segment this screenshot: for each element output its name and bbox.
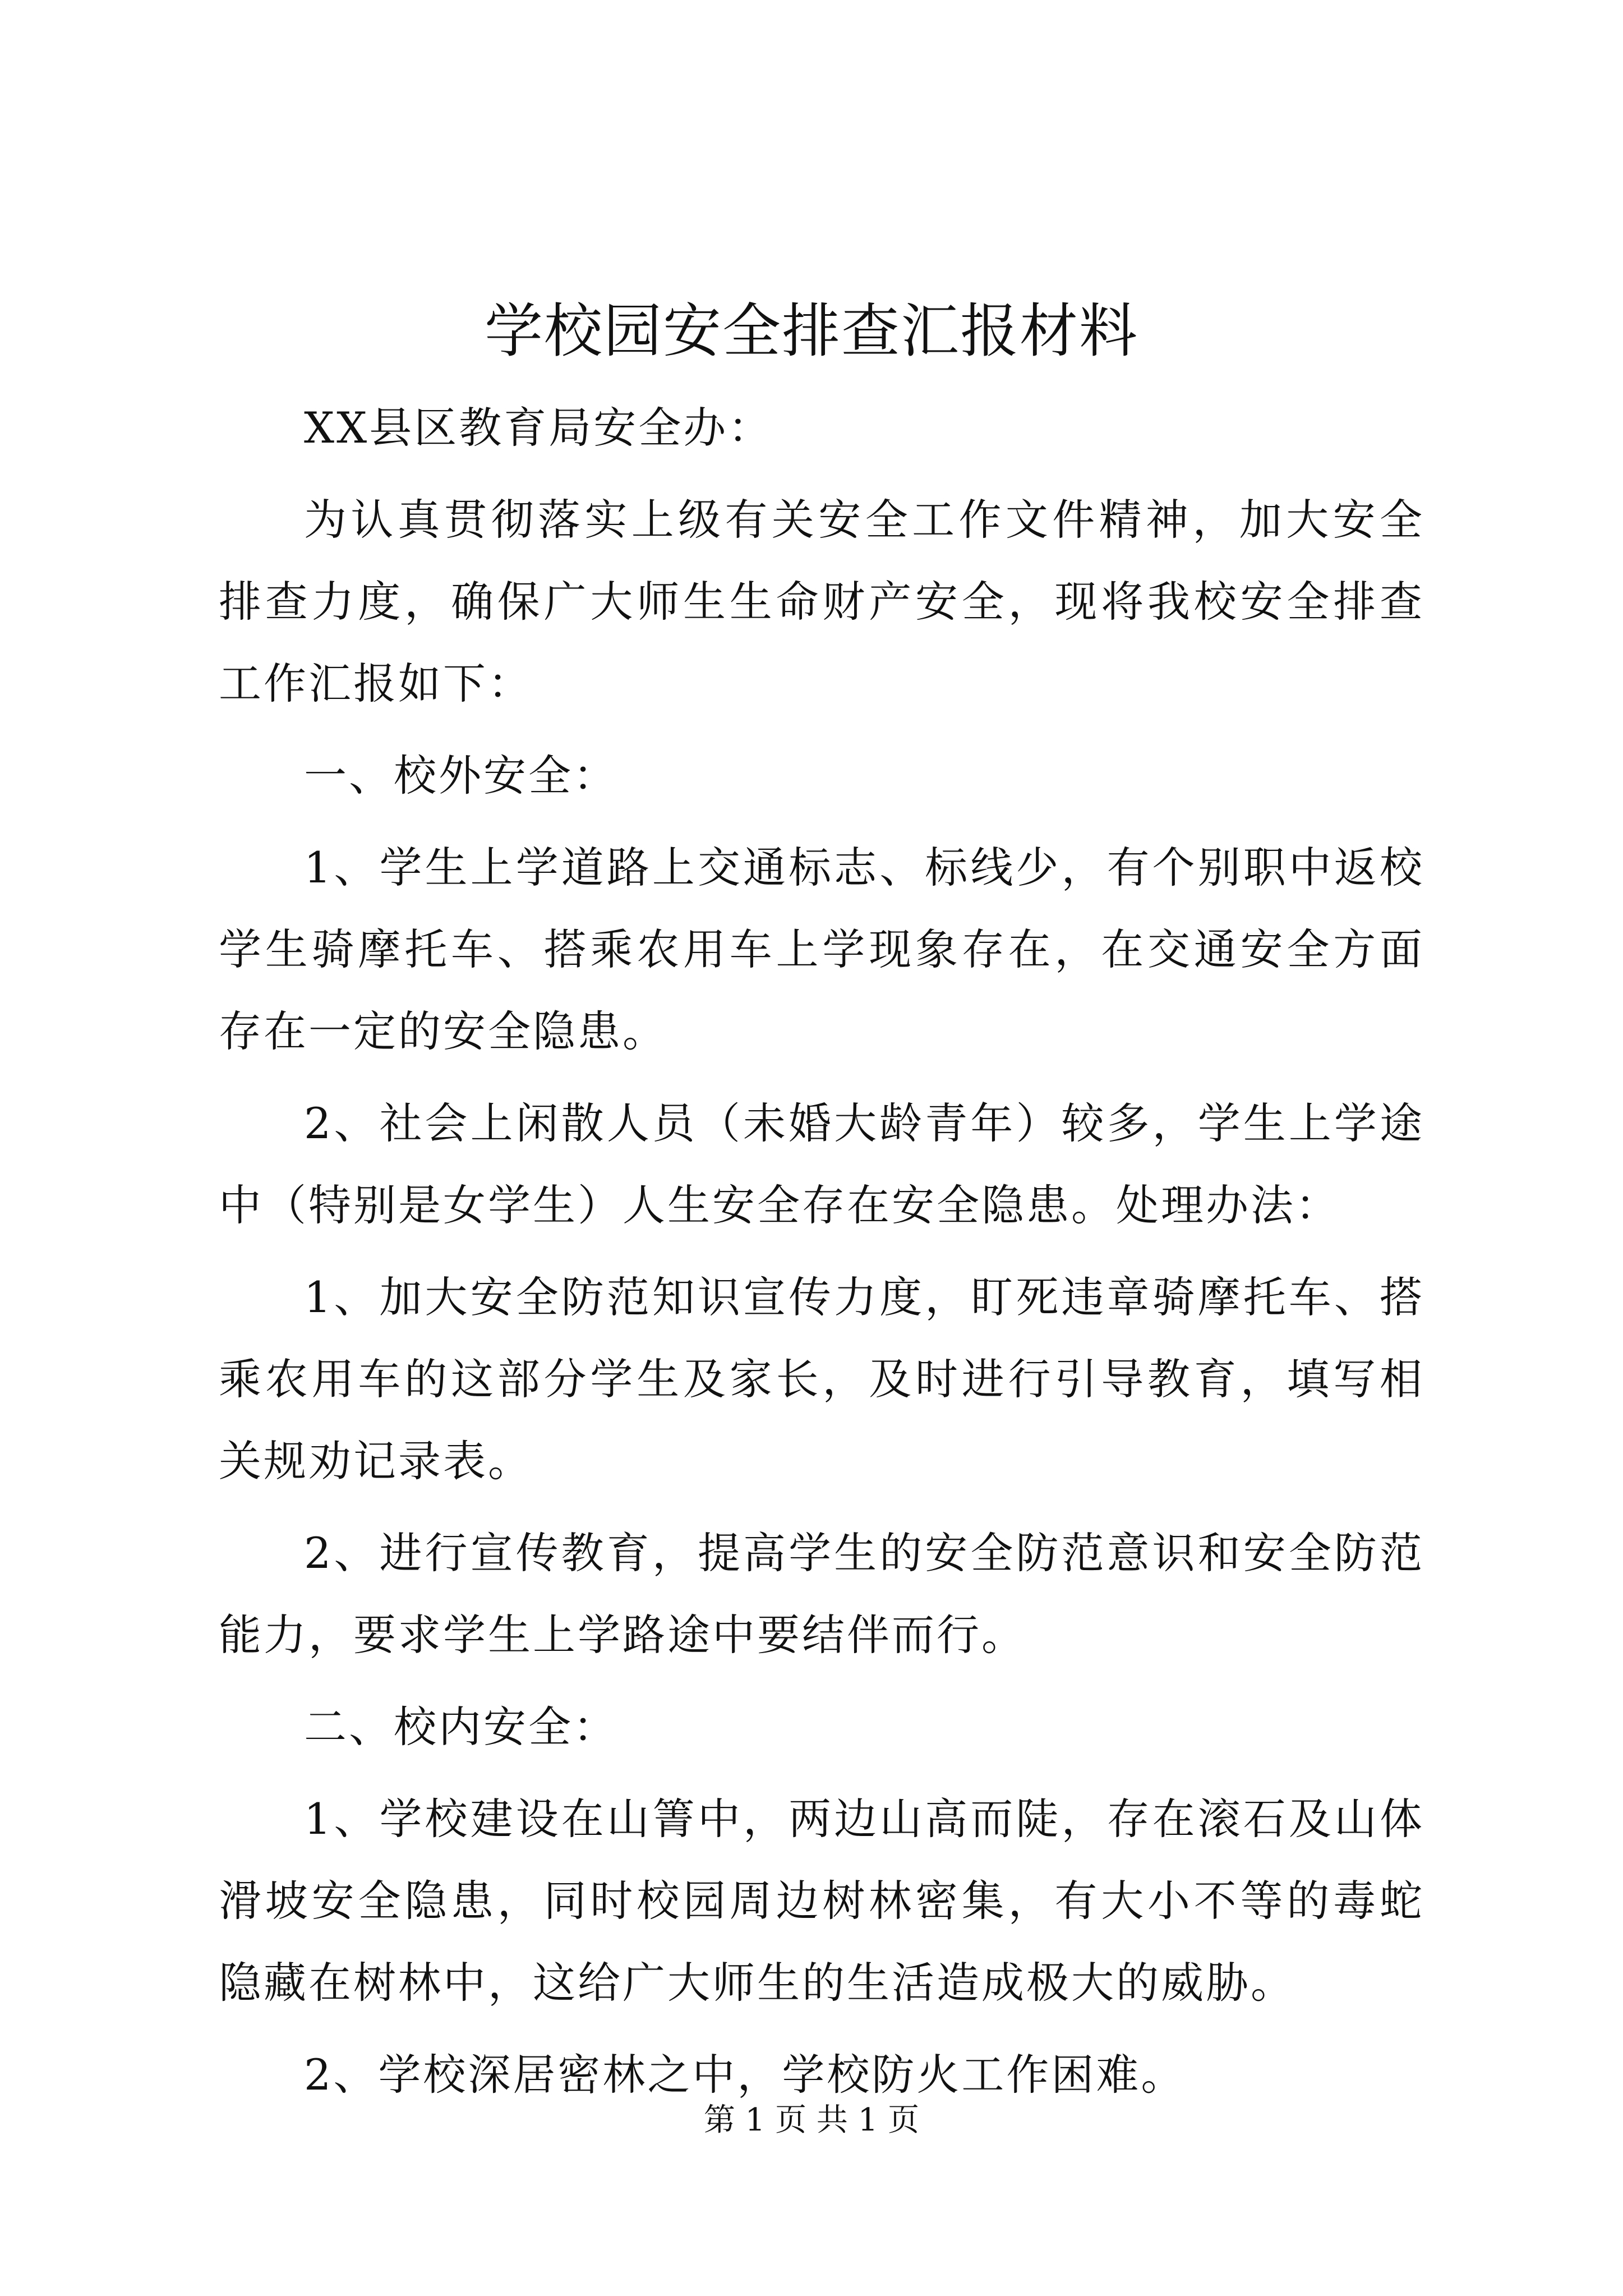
page-number-label: 第 1 页 共 1 页	[703, 2102, 920, 2138]
paragraph-external-item-2: 2、社会上闲散人员（未婚大龄青年）较多，学生上学途中（特别是女学生）人生安全存在安全隐患。处理办法：	[219, 1098, 1424, 1230]
paragraph-measure-2: 2、进行宣传教育，提高学生的安全防范意识和安全防范能力，要求学生上学路途中要结伴而行。	[219, 1528, 1424, 1660]
paragraph-measure-1: 1、加大安全防范知识宣传力度，盯死违章骑摩托车、搭乘农用车的这部分学生及家长，及时进行引导教育，填写相关规劝记录表。	[219, 1272, 1424, 1486]
section-heading-internal: 二、校内安全：	[304, 1702, 618, 1752]
document-body	[219, 387, 1424, 2126]
paragraph-external-item-1: 1、学生上学道路上交通标志、标线少，有个别职中返校学生骑摩托车、搭乘农用车上学现象存在，在交通安全方面存在一定的安全隐患。	[219, 843, 1424, 1056]
addressee-line: XX县区教育局安全办：	[304, 403, 773, 453]
paragraph-internal-item-1: 1、学校建设在山箐中，两边山高而陡，存在滚石及山体滑坡安全隐患，同时校园周边树林密集，有大小不等的毒蛇隐藏在树林中，这给广大师生的生活造成极大的威胁。	[219, 1794, 1424, 2008]
document-title: 学校园安全排查汇报材料	[484, 297, 1138, 365]
page-footer	[0, 2098, 1623, 2143]
section-heading-external: 一、校外安全：	[304, 751, 618, 800]
intro-paragraph: 为认真贯彻落实上级有关安全工作文件精神，加大安全排查力度，确保广大师生生命财产安全，现将我校安全排查工作汇报如下：	[219, 495, 1424, 708]
paragraph-internal-item-2: 2、学校深居密林之中，学校防火工作困难。	[304, 2050, 1186, 2100]
